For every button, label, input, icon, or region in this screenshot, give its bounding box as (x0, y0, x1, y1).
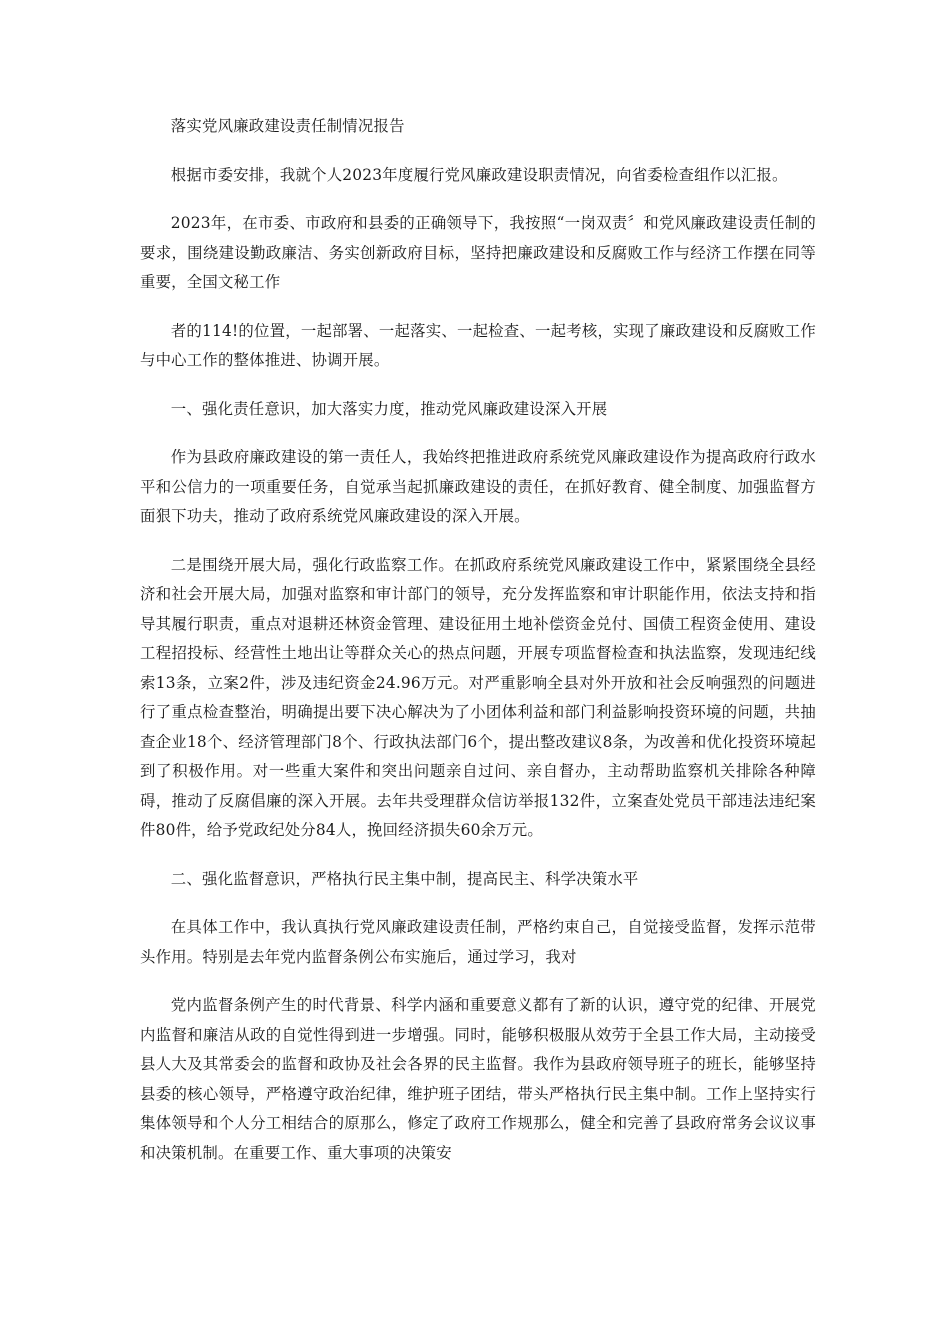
paragraph-2: 2023年，在市委、市政府和县委的正确领导下，我按照“一岗双责〞和党风廉政建设责任制的要求，围绕建设勤政廉洁、务实创新政府目标，坚持把廉政建设和反腐败工作与经济工作摆在同等重要，全国文秘工作 (140, 214, 816, 291)
document-page (140, 112, 816, 1187)
paragraph-5: 作为县政府廉政建设的第一责任人，我始终把推进政府系统党风廉政建设作为提高政府行政水平和公信力的一项重要任务，自觉承当起抓廉政建设的责任，在抓好教育、健全制度、加强监督方面狠下功夫，推动了政府系统党风廉政建设的深入开展。 (140, 448, 816, 525)
paragraph-1: 根据市委安排，我就个人2023年度履行党风廉政建设职责情况，向省委检查组作以汇报。 (170, 165, 788, 184)
section-heading-1: 一、强化责任意识，加大落实力度，推动党风廉政建设深入开展 (170, 399, 608, 418)
document-title: 落实党风廉政建设责任制情况报告 (170, 117, 405, 135)
paragraph-8: 在具体工作中，我认真执行党风廉政建设责任制，严格约束自己，自觉接受监督，发挥示范带头作用。特别是去年党内监督条例公布实施后，通过学习，我对 (140, 918, 816, 966)
paragraph-9: 党内监督条例产生的时代背景、科学内涵和重要意义都有了新的认识，遵守党的纪律、开展党内监督和廉洁从政的自觉性得到进一步增强。同时，能够积极服从效劳于全县工作大局，主动接受县人大及其常委会的监督和政协及社会各界的民主监督。我作为县政府领导班子的班长，能够坚持县委的核心领导，严格遵守政治纪律，维护班子团结，带头严格执行民主集中制。工作上坚持实行集体领导和个人分工相结合的原那么，修定了政府工作规那么，健全和完善了县政府常务会议议事和决策机制。在重要工作、重大事项的决策安 (140, 996, 816, 1162)
section-heading-2: 二、强化监督意识，严格执行民主集中制，提高民主、科学决策水平 (170, 869, 639, 888)
paragraph-3: 者的114!的位置，一起部署、一起落实、一起检查、一起考核，实现了廉政建设和反腐败工作与中心工作的整体推进、协调开展。 (140, 321, 816, 369)
paragraph-6: 二是围绕开展大局，强化行政监察工作。在抓政府系统党风廉政建设工作中，紧紧围绕全县经济和社会开展大局，加强对监察和审计部门的领导，充分发挥监察和审计职能作用，依法支持和指导其履行职责，重点对退耕还林资金管理、建设征用土地补偿资金兑付、国债工程资金使用、建设工程招投标、经营性土地出让等群众关心的热点问题，开展专项监督检查和执法监察，发现违纪线索13条，立案2件，涉及违纪资金24.96万元。对严重影响全县对外开放和社会反响强烈的问题进行了重点检查整治，明确提出要下决心解决为了小团体利益和部门利益影响投资环境的问题，共抽查企业18个、经济管理部门8个、行政执法部门6个，提出整改建议8条，为改善和优化投资环境起到了积极作用。对一些重大案件和突出问题亲自过问、亲自督办，主动帮助监察机关排除各种障碍，推动了反腐倡廉的深入开展。去年共受理群众信访举报132件，立案查处党员干部违法违纪案件80件，给予党政纪处分84人，挽回经济损失60余万元。 (140, 555, 816, 839)
